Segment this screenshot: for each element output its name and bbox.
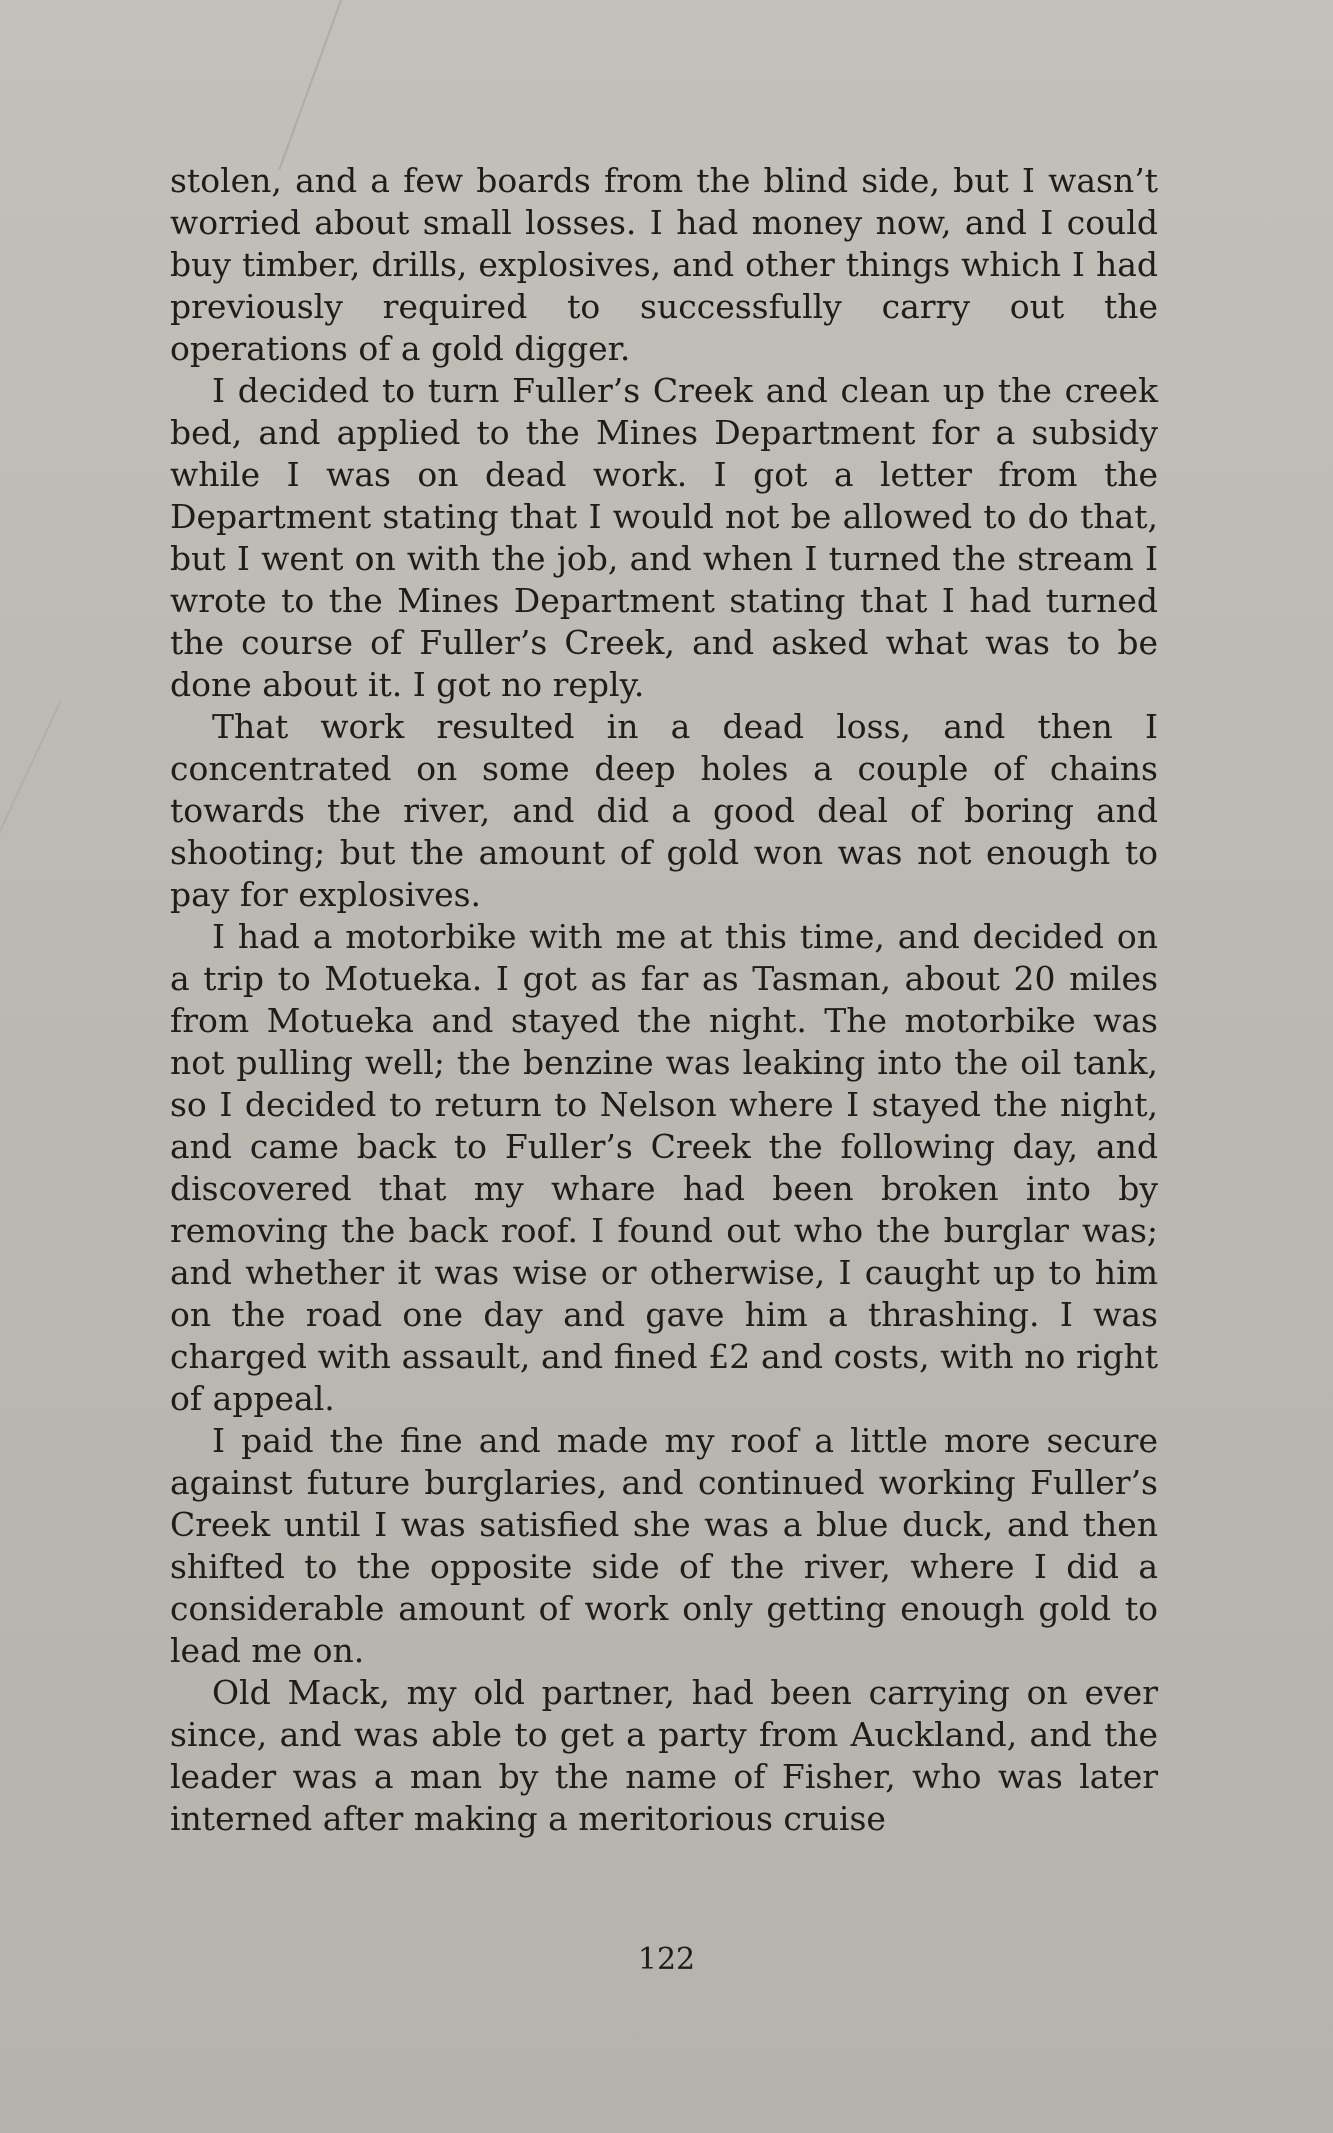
- paragraph: stolen, and a few boards from the blind side, but I wasn’t worried about small losses. I had money now, and I could buy timber, drills, explosives, and other things which I had previously required to successfully carry out the operations of a gold digger.: [170, 161, 1158, 368]
- paragraph: Old Mack, my old partner, had been carrying on ever since, and was able to get a party from Auckland, and the leader was a man by the name of Fisher, who was later interned after making a meritorious cruise: [170, 1673, 1158, 1838]
- paragraph: I decided to turn Fuller’s Creek and clean up the creek bed, and applied to the Mines Department for a subsidy while I was on dead work. I got a letter from the Department stating that I would not be allowed to do that, but I went on with the job, and when I turned the stream I wrote to the Mines Department stating that I had turned the course of Fuller’s Creek, and asked what was to be done about it. I got no reply.: [170, 371, 1158, 704]
- paper-crease: [0, 700, 62, 882]
- paper-crease: [278, 0, 341, 170]
- paragraph: I paid the fine and made my roof a little more secure against future burglaries, and continued working Fuller’s Creek until I was satisfied she was a blue duck, and then shifted to the opposite side of the river, where I did a considerable amount of work only getting enough gold to lead me on.: [170, 1421, 1158, 1670]
- paragraph: That work resulted in a dead loss, and then I concentrated on some deep holes a couple of chains towards the river, and did a good deal of boring and shooting; but the amount of gold won was not enough to pay for explosives.: [170, 707, 1158, 914]
- page-number: 122: [637, 1942, 696, 1977]
- body-text: [170, 160, 1158, 1840]
- paragraph: I had a motorbike with me at this time, and decided on a trip to Motueka. I got as far as Tasman, about 20 miles from Motueka and stayed the night. The motorbike was not pulling well; the benzine was leaking into the oil tank, so I decided to return to Nelson where I stayed the night, and came back to Fuller’s Creek the following day, and discovered that my whare had been broken into by removing the back roof. I found out who the burglar was; and whether it was wise or otherwise, I caught up to him on the road one day and gave him a thrashing. I was charged with assault, and fined £2 and costs, with no right of appeal.: [170, 917, 1158, 1418]
